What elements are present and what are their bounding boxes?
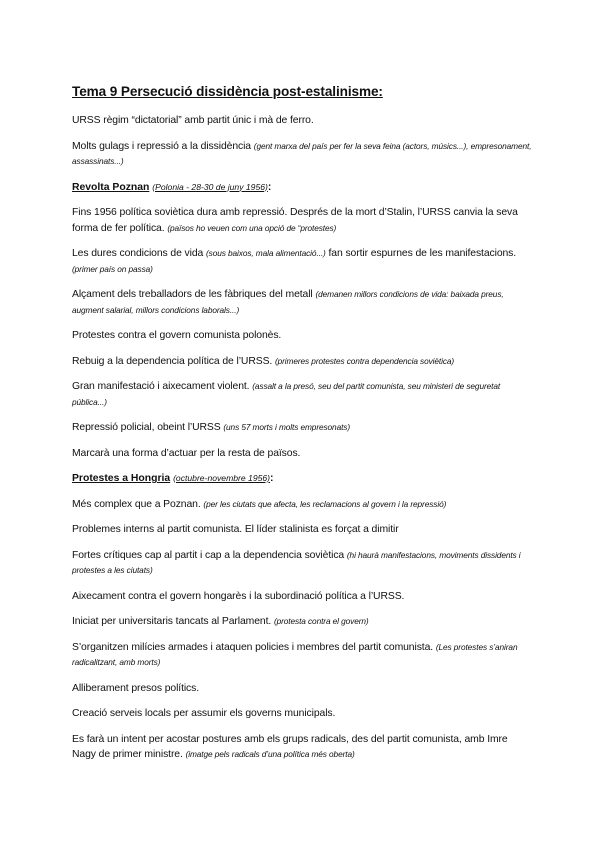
page-title: Tema 9 Persecució dissidència post-estalinisme: — [72, 84, 383, 99]
paragraph-text: Més complex que a Poznan. — [72, 498, 204, 510]
paragraph-note: (països ho veuen com una opció de “protestes) — [167, 222, 337, 233]
paragraph-poznan-1 — [72, 205, 532, 236]
paragraph-text: URSS règim “dictatorial” amb partit únic i mà de ferro. — [72, 115, 314, 126]
paragraph-poznan-7 — [72, 420, 532, 436]
paragraph-note: (primeres protestes contra dependencia soviètica) — [274, 355, 455, 366]
paragraph-text: Fortes crítiques cap al partit i cap a la dependencia soviètica — [72, 549, 347, 561]
section-colon: : — [267, 181, 272, 193]
section-heading-poznan — [72, 180, 532, 196]
paragraph-intro-1 — [72, 113, 532, 129]
paragraph-note: (per les ciutats que afecta, les reclamacions al govern i la repressió) — [203, 498, 447, 509]
paragraph-hongria-3 — [72, 548, 532, 579]
paragraph-note: (sous baixos, mala alimentació...) — [206, 248, 326, 258]
paragraph-text: Alçament dels treballadors de les fàbriques del metall — [72, 289, 316, 300]
paragraph-poznan-2 — [72, 246, 532, 277]
paragraph-note: (Les protestes s’aniran radicalitzant, amb morts) — [72, 641, 518, 667]
paragraph-text: Alliberament presos polítics. — [72, 682, 200, 694]
section-name: Revolta Poznan — [72, 181, 150, 193]
paragraph-text: Iniciat per universitaris tancats al Parlament. — [72, 616, 274, 627]
paragraph-text: S’organitzen milícies armades i ataquen policies i membres del partit comunista. — [72, 641, 436, 653]
paragraph-hongria-4 — [72, 589, 532, 605]
paragraph-note: (imatge pels radicals d’una política més oberta) — [185, 749, 355, 759]
paragraph-poznan-8 — [72, 446, 532, 462]
paragraph-text: Marcarà una forma d’actuar per la resta de països. — [72, 447, 301, 459]
paragraph-text: Rebuig a la dependencia política de l’URSS. — [72, 355, 275, 367]
paragraph-note: (protesta contra el govern) — [273, 616, 369, 626]
paragraph-note: (hi haurà manifestacions, moviments dissidents i protestes a les ciutats) — [72, 549, 521, 575]
paragraph-text: Problemes interns al partit comunista. El líder stalinista es forçat a dimitir — [72, 524, 399, 535]
document-page — [72, 84, 532, 773]
paragraph-text: Protestes contra el govern comunista polonès. — [72, 330, 282, 341]
paragraph-hongria-8 — [72, 706, 532, 722]
paragraph-hongria-6 — [72, 640, 532, 671]
paragraph-note: (gent marxa del país per fer la seva feina (actors, músics...), empresonament, assassinats...) — [72, 140, 532, 166]
paragraph-hongria-9 — [72, 732, 532, 763]
paragraph-text: Gran manifestació i aixecament violent. — [72, 381, 253, 392]
paragraph-intro-2 — [72, 139, 532, 170]
section-dates: (Polonia - 28-30 de juny 1956) — [152, 181, 268, 192]
section-heading-hongria — [72, 471, 532, 487]
paragraph-note-2: (primer país on passa) — [72, 263, 153, 274]
paragraph-text: Les dures condicions de vida — [72, 248, 206, 259]
paragraph-text: Creació serveis locals per assumir els governs municipals. — [72, 708, 336, 719]
paragraph-text: Aixecament contra el govern hongarès i la subordinació política a l’URSS. — [72, 590, 405, 602]
section-dates: (octubre-novembre 1956) — [173, 473, 271, 483]
paragraph-text-2: fan sortir espurnes de les manifestacions. — [325, 248, 517, 259]
paragraph-text: Es farà un intent per acostar postures amb els grups radicals, des del partit comunista, amb Imre Nagy de primer ministre. — [72, 733, 508, 760]
paragraph-note: (assalt a la presó, seu del partit comunista, seu ministeri de seguretat pública...) — [72, 381, 501, 407]
paragraph-note: (demanen millors condicions de vida: baixada preus, augment salarial, millors condicions laborals...) — [72, 289, 504, 315]
section-name: Protestes a Hongria — [72, 473, 171, 484]
paragraph-text: Repressió policial, obeint l’URSS — [72, 422, 224, 433]
paragraph-text: Molts gulags i repressió a la dissidència — [72, 140, 254, 152]
paragraph-note: (uns 57 morts i molts empresonats) — [223, 422, 351, 432]
paragraph-poznan-6 — [72, 379, 532, 410]
paragraph-poznan-5 — [72, 354, 532, 370]
paragraph-hongria-2 — [72, 522, 532, 538]
paragraph-poznan-4 — [72, 328, 532, 344]
paragraph-text: Fins 1956 política soviètica dura amb repressió. Després de la mort d’Stalin, l’URSS canvia la seva forma de fer política. — [72, 207, 518, 234]
paragraph-hongria-7 — [72, 681, 532, 697]
paragraph-hongria-1 — [72, 497, 532, 513]
paragraph-poznan-3 — [72, 287, 532, 318]
section-colon: : — [270, 473, 274, 484]
paragraph-hongria-5 — [72, 614, 532, 630]
